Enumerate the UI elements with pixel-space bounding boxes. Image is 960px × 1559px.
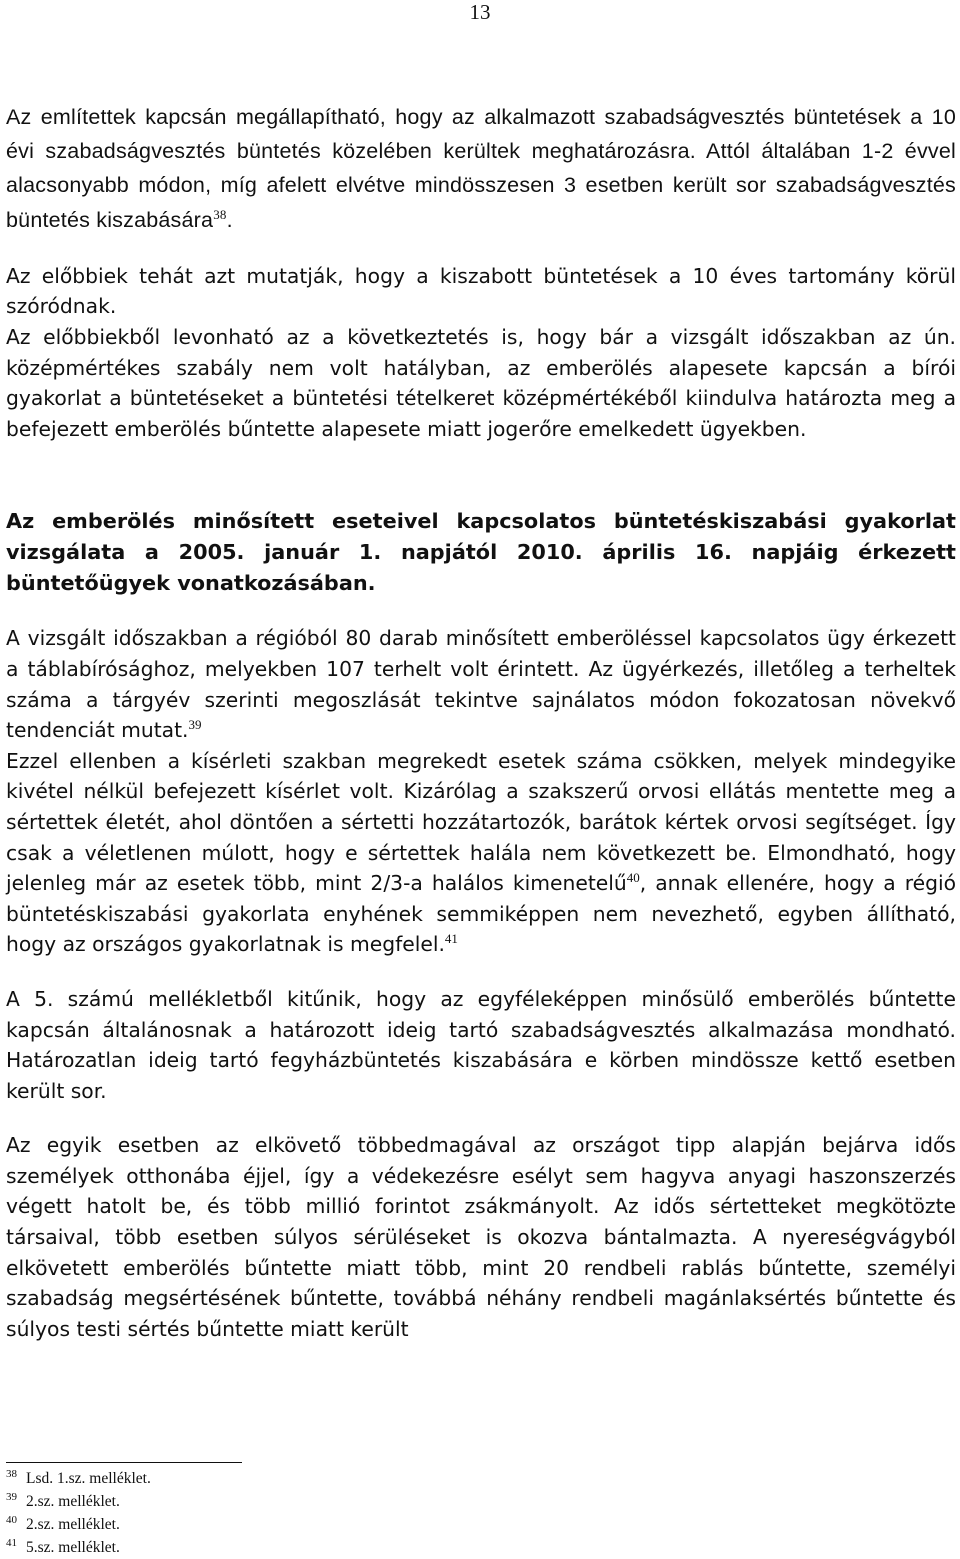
footnote-ref-40[interactable]: 40 (626, 870, 640, 886)
paragraph-2: Az előbbiek tehát azt mutatják, hogy a kiszabott büntetések a 10 éves tartomány körül szóródnak. (6, 263, 956, 319)
footnote-39: $^{39}$ 2.sz. melléklet. (6, 1490, 120, 1510)
paragraph-5-text-b: , annak ellenére, hogy a régió büntetéskiszabási gyakorlata enyhének semmiképpen nem nevezhető, egyben állítható, hogy az országos gyakorlatnak is megfelel. (6, 871, 956, 957)
footnote-text: 2.sz. melléklet. (26, 1493, 120, 1510)
paragraph-4-text: A vizsgált időszakban a régióból 80 darab minősített emberöléssel kapcsolatos ügy érkezett a táblabírósághoz, melyekben 107 terhelt volt érintett. Az ügyérkezés, illetőleg a terheltek száma a tárgyév szerinti megoszlását tekintve sajnálatos módon fokozatosan növekvő tendenciát mutat. (6, 626, 956, 743)
footnotes (6, 1462, 406, 1559)
footnote-ref-41[interactable]: 41 (444, 931, 458, 947)
footnote-40: $^{40}$ 2.sz. melléklet. (6, 1513, 120, 1533)
page-number: 13 (469, 0, 491, 24)
section-heading: Az emberölés minősített eseteivel kapcsolatos büntetéskiszabási gyakorlat vizsgálata a 2005. január 1. napjától 2010. április 16. napjáig érkezett büntetőügyek vonatkozásában. (6, 509, 956, 596)
footnote-text: Lsd. 1.sz. melléklet. (26, 1470, 151, 1487)
paragraph-5 (6, 746, 956, 960)
footnote-text: 2.sz. melléklet. (26, 1516, 120, 1533)
paragraph-1-end: . (226, 207, 233, 232)
paragraph-1-text: Az említettek kapcsán megállapítható, hogy az alkalmazott szabadságvesztés büntetések a 10 évi szabadságvesztés büntetés közelében kerültek meghatározásra. Attól általában 1-2 évvel alacsonyabb módon, míg afelett elvétve mindösszesen 3 esetben került sor szabadságvesztés büntetés kiszabására (6, 105, 956, 232)
footnote-38: $^{38}$ Lsd. 1.sz. melléklet. (6, 1467, 151, 1487)
paragraph-4 (6, 623, 956, 745)
footnote-divider (6, 1462, 242, 1463)
paragraph-3: Az előbbiekből levonható az a következtetés is, hogy bár a vizsgált időszakban az ún. középmértékes szabály nem volt hatályban, az emberölés alapesete kapcsán a bírói gyakorlat a büntetéseket a büntetési tételkeret középmértékéből kiindulva határozta meg a befejezett emberölés bűntette alapesete miatt jogerőre emelkedett ügyekben. (6, 325, 956, 441)
paragraph-6: A 5. számú mellékletből kitűnik, hogy az egyféleképpen minősülő emberölés bűntette kapcsán általánosnak a határozott ideig tartó szabadságvesztés alkalmazása mondható. Határozatlan ideig tartó fegyházbüntetés kiszabására e körben mindössze kettő esetben került sor. (6, 986, 956, 1103)
footnote-41: $^{41}$ 5.sz. melléklet. (6, 1536, 120, 1556)
footnote-text: 5.sz. melléklet. (26, 1539, 120, 1556)
footnote-ref-38[interactable]: 38 (213, 206, 227, 222)
document-body (6, 100, 956, 1344)
paragraph-7: Az egyik esetben az elkövető többedmagával az országot tipp alapján bejárva idős személyek otthonába éjjel, így a védekezésre esélyt sem hagyva anyagi haszonszerzés végett hatolt be, és több millió forintot zsákmányolt. Az idős sértetteket megkötözte társaival, több esetben súlyos sérüléseket is okozva bántalmazta. A nyereségvágyból elkövetett emberölés bűntette miatt több, mint 20 rendbeli rablás bűntette, személyi szabadság megsértésének bűntette, továbbá néhány rendbeli magánlaksértés bűntette és súlyos testi sértés bűntette miatt került (6, 1133, 956, 1341)
paragraph-5-text-a: Ezzel ellenben a kísérleti szakban megrekedt esetek száma csökken, melyek mindegyike kivétel nélkül befejezett kísérlet volt. Kizárólag a szakszerű orvosi ellátás mentette meg a sértettek életét, ahol döntően a sértetti hozzátartozók, barátok kértek orvosi segítséget. Így csak a véletlenen múlott, hogy e sértettek halála nem következett be. Elmondható, hogy jelenleg már az esetek több, mint 2/3-a halálos kimenetelű (6, 748, 956, 896)
footnote-ref-39[interactable]: 39 (188, 717, 202, 733)
paragraph-1 (6, 100, 956, 237)
